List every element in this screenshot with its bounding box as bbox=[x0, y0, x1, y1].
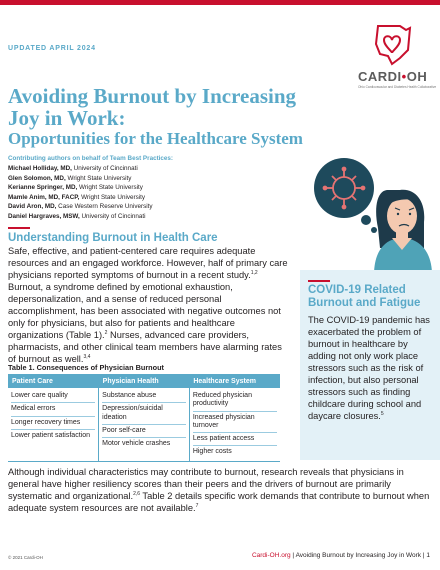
table-cell bbox=[189, 388, 280, 461]
table-cell-item: Depression/suicidal ideation bbox=[102, 403, 186, 425]
section-paragraph: Safe, effective, and patient-centered care requires adequate resources and an engaged workforce. However, half of primary care physicians reported symptoms of burnout in a recent study.$^{1,2}$ Burnout, a syndrome defined by emotional exhaustion, depersonalization, and a sense of reduced personal accomplishment, has been associated with negative outcomes not only for physicians, but also for patients and healthcare organizations (Table 1).$^2$ Nurses, advanced care providers, pharmacists, and other clinical team members have alarming rates of burnout as well.$^{3,4}$ bbox=[8, 246, 288, 364]
section-heading-understanding-burnout: Understanding Burnout in Health Care bbox=[8, 232, 218, 244]
ohio-heart-logo-icon bbox=[370, 24, 414, 66]
table-row bbox=[8, 388, 280, 461]
table-cell-item: Less patient access bbox=[193, 433, 277, 446]
table-cell-item: Lower patient satisfaction bbox=[11, 431, 90, 439]
section-rule bbox=[8, 227, 30, 229]
table-header-row bbox=[8, 374, 280, 388]
table-cell-item: Higher costs bbox=[192, 448, 232, 456]
table-cell-item: Increased physician turnover bbox=[193, 412, 277, 434]
closing-paragraph: Although individual characteristics may contribute to burnout, research reveals that physicians in general have higher resiliency scores than their peers and the drivers of burnout are primarily systematic and organizational.$^{2,6}$ Table 2 details specific work demands that contribute to burnout when adequate system resources are not available.$^7$ bbox=[8, 467, 430, 513]
top-rule bbox=[0, 0, 440, 5]
page-title: Avoiding Burnout by Increasing Joy in Work: bbox=[8, 84, 297, 130]
table-header: Healthcare System bbox=[189, 374, 280, 388]
website-link[interactable]: Cardi-OH.org bbox=[251, 552, 291, 559]
sidebar-rule bbox=[308, 280, 330, 282]
footer-doc-title: Avoiding Burnout by Increasing Joy in Work bbox=[295, 552, 422, 559]
contributor: Glen Solomon, MD, Wright State University bbox=[8, 174, 132, 182]
table-cell-item: Longer recovery times bbox=[11, 417, 95, 430]
page-number: 1 bbox=[426, 552, 430, 559]
table-cell-item: Lower care quality bbox=[11, 390, 95, 403]
copyright: © 2021 Cardi-OH bbox=[8, 555, 43, 560]
contributor: David Aron, MD, Case Western Reserve University bbox=[8, 203, 153, 211]
table-cell-item: Poor self-care bbox=[102, 425, 186, 438]
logo-tagline: Ohio Cardiovascular and Diabetes Health Collaborative bbox=[358, 85, 437, 89]
table-title: Table 1. Consequences of Physician Burnout bbox=[8, 363, 164, 372]
table-cell bbox=[99, 388, 190, 461]
logo-wordmark: CARDI•OH bbox=[358, 69, 428, 84]
table-cell-item: Motor vehicle crashes bbox=[102, 440, 171, 448]
updated-date: UPDATED APRIL 2024 bbox=[8, 45, 96, 52]
table-cell-item: Medical errors bbox=[11, 403, 95, 416]
contributor: Mamle Anim, MD, FACP, Wright State University bbox=[8, 193, 146, 201]
sidebar-paragraph: The COVID-19 pandemic has exacerbated the problem of burnout in healthcare by adding not only work place stressors such as the risk of infection, but also personal stressors such as finding childcare during school and daycare closures.$^5$ bbox=[308, 315, 430, 421]
table-cell-item: Reduced physician productivity bbox=[193, 390, 277, 412]
table-cell-item: Substance abuse bbox=[102, 390, 186, 403]
contributor: Daniel Hargraves, MSW, University of Cincinnati bbox=[8, 212, 146, 220]
table-header: Physician Health bbox=[99, 374, 190, 388]
cardi-oh-logo bbox=[356, 24, 440, 94]
stressed-physician-illustration bbox=[292, 150, 440, 275]
contributors-list bbox=[8, 164, 288, 222]
footer: Cardi-OH.org | Avoiding Burnout by Increasing Joy in Work | 1 bbox=[251, 552, 430, 559]
consequences-table bbox=[8, 374, 280, 462]
contributor: Michael Holliday, MD, University of Cincinnati bbox=[8, 165, 138, 172]
table-cell bbox=[8, 388, 99, 461]
table-header: Patient Care bbox=[8, 374, 99, 388]
contributor: Kerianne Springer, MD, Wright State University bbox=[8, 184, 143, 192]
page-subtitle: Opportunities for the Healthcare System bbox=[8, 129, 303, 148]
contributors-heading: Contributing authors on behalf of Team Best Practices: bbox=[8, 155, 174, 162]
sidebar-heading: COVID-19 Related Burnout and Fatigue bbox=[308, 284, 421, 309]
covid-sidebar bbox=[300, 270, 440, 460]
